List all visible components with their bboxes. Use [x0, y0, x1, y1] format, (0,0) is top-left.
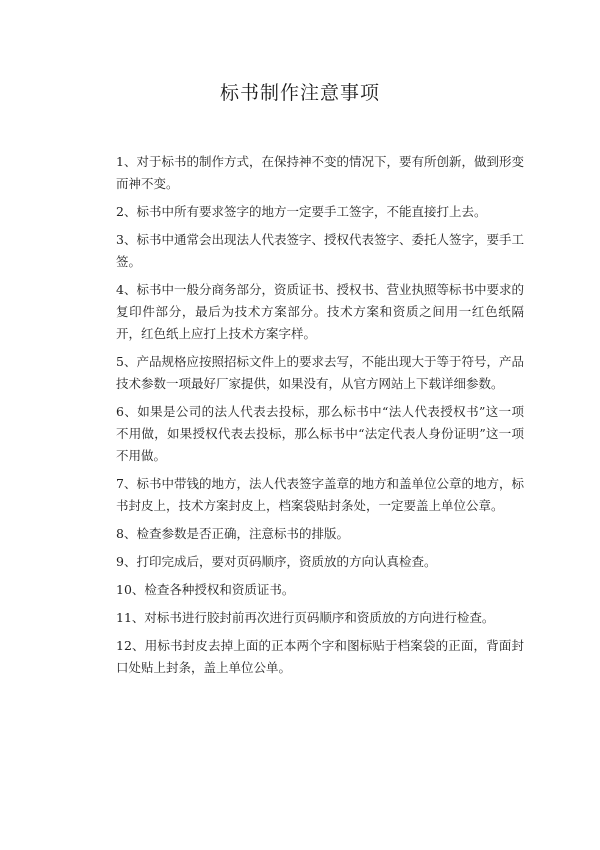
list-item: 11、对标书进行胶封前再次进行页码顺序和资质放的方向进行检查。 — [116, 610, 495, 625]
list-item: 10、检查各种授权和资质证书。 — [116, 582, 295, 597]
list-item: 1、对于标书的制作方式，在保持神不变的情况下，要有所创新，做到形变而神不变。 — [116, 154, 524, 191]
list-item: 8、检查参数是否正确，注意标书的排版。 — [116, 526, 349, 541]
list-item: 6、如果是公司的法人代表去投标，那么标书中“法人代表授权书”这一项不用做，如果授权代表去投标，那么标书中“法定代表人身份证明”这一项不用做。 — [116, 404, 524, 463]
list-item: 2、标书中所有要求签字的地方一定要手工签字，不能直接打上去。 — [116, 204, 487, 219]
notes-list — [116, 151, 524, 685]
list-item: 9、打印完成后，要对页码顺序，资质放的方向认真检查。 — [116, 554, 437, 569]
list-item: 7、标书中带钱的地方，法人代表签字盖章的地方和盖单位公章的地方，标书封皮上，技术方案封皮上，档案袋贴封条处，一定要盖上单位公章。 — [116, 476, 524, 513]
list-item: 3、标书中通常会出现法人代表签字、授权代表签字、委托人签字，要手工签。 — [116, 232, 524, 269]
list-item: 12、用标书封皮去掉上面的正本两个字和图标贴于档案袋的正面，背面封口处贴上封条，盖上单位公单。 — [116, 638, 524, 675]
document-title: 标书制作注意事项 — [219, 82, 380, 104]
list-item: 5、产品规格应按照招标文件上的要求去写，不能出现大于等于符号，产品技术参数一项最好厂家提供，如果没有，从官方网站上下载详细参数。 — [116, 354, 524, 391]
list-item: 4、标书中一般分商务部分，资质证书、授权书、营业执照等标书中要求的复印件部分，最后为技术方案部分。技术方案和资质之间用一红色纸隔开，红色纸上应打上技术方案字样。 — [116, 282, 524, 341]
